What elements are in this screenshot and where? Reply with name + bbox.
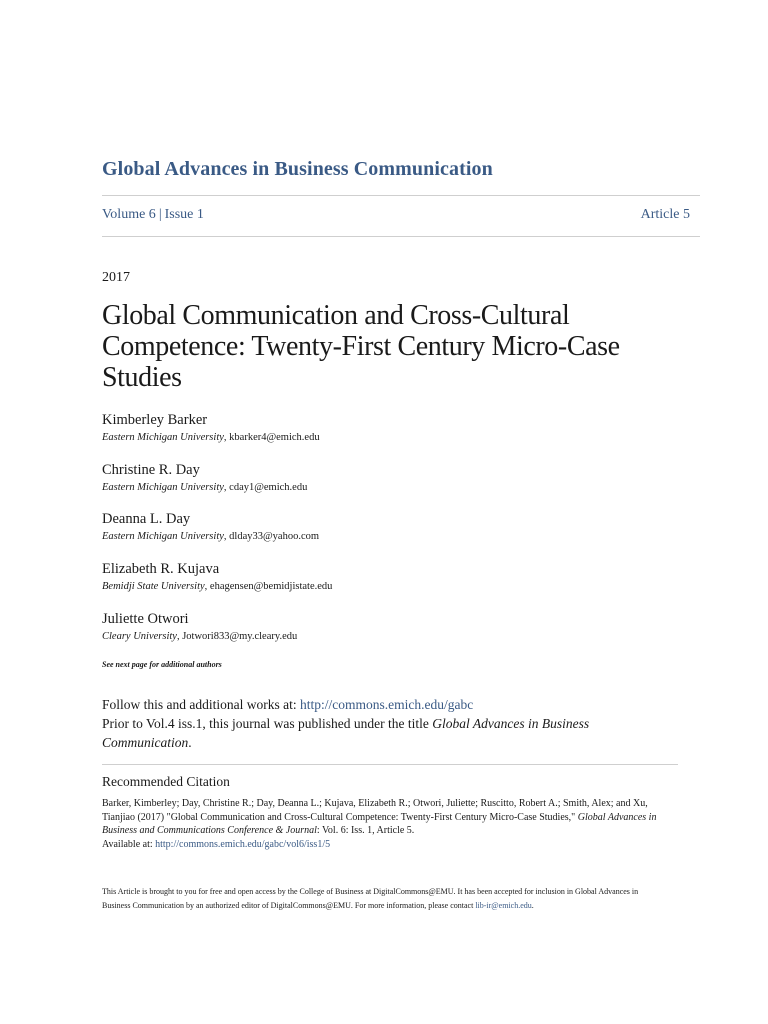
- author-email[interactable]: cday1@emich.edu: [229, 482, 308, 493]
- follow-works-block: [102, 695, 682, 752]
- author-block: [102, 510, 702, 544]
- author-name: Deanna L. Day: [102, 511, 191, 527]
- author-block: [102, 610, 702, 644]
- article-number-link[interactable]: Article 5: [640, 207, 690, 222]
- author-institution: Eastern Michigan University: [102, 531, 224, 542]
- citation-source-rest: : Vol. 6: Iss. 1, Article 5.: [316, 825, 415, 836]
- article-title: Global Communication and Cross-Cultural Competence: Twenty-First Century Micro-Case Studies: [102, 300, 620, 393]
- author-block: [102, 560, 702, 594]
- collection-link[interactable]: http://commons.emich.edu/gabc: [300, 697, 474, 712]
- issue-separator: |: [158, 207, 162, 222]
- author-institution: Cleary University: [102, 631, 177, 642]
- publication-year: 2017: [102, 270, 130, 285]
- issue-link[interactable]: Issue 1: [164, 207, 204, 222]
- author-name: Kimberley Barker: [102, 412, 208, 428]
- header-divider-bottom: [102, 236, 700, 237]
- author-institution: Eastern Michigan University: [102, 432, 224, 443]
- author-name: Christine R. Day: [102, 462, 200, 478]
- journal-title[interactable]: Global Advances in Business Communication: [102, 158, 493, 180]
- citation-available-prefix: Available at:: [102, 838, 156, 850]
- prior-journal-title: Global Advances in Business Communication: [102, 716, 590, 750]
- citation-divider: [102, 764, 678, 765]
- footer-end: .: [531, 901, 534, 910]
- contact-email-link[interactable]: lib-ir@emich.edu: [475, 901, 532, 910]
- citation-authors: Barker, Kimberley; Day, Christine R.; Day, Deanna L.; Kujava, Elizabeth R.; Otwori, Juliette; Ruscitto, Robert A.; Smith, Alex; and Xu, Tianjiao (2017) "Global Communication and Cross-Cultural Competence: Twenty-First Century Micro-Case Studies,": [102, 798, 648, 823]
- author-block: [102, 411, 702, 445]
- author-name: Elizabeth R. Kujava: [102, 561, 220, 577]
- footer-text: This Article is brought to you for free and open access by the College of Business at DigitalCommons@EMU. It has been accepted for inclusion in Global Advances in Business Communication by an authorized editor of DigitalCommons@EMU. For more information, please contact: [102, 887, 639, 910]
- access-footer-note: [102, 885, 658, 913]
- author-email[interactable]: ehagensen@bemidjistate.edu: [209, 581, 333, 592]
- citation-url-link[interactable]: http://commons.emich.edu/gabc/vol6/iss1/5: [155, 838, 331, 850]
- citation-source-title: Global Advances in Business and Communications Conference & Journal: [102, 811, 657, 836]
- author-email[interactable]: Jotwori833@my.cleary.edu: [182, 631, 298, 642]
- author-affiliation: Cleary University, Jotwori833@my.cleary.edu: [102, 631, 298, 642]
- prior-text: Prior to Vol.4 iss.1, this journal was published under the title: [102, 716, 433, 731]
- additional-authors-note: See next page for additional authors: [102, 660, 222, 669]
- author-affiliation: Bemidji State University, ehagensen@bemidjistate.edu: [102, 581, 333, 592]
- volume-issue: [102, 207, 204, 223]
- author-affiliation: Eastern Michigan University, kbarker4@emich.edu: [102, 432, 320, 443]
- prior-end: .: [188, 735, 192, 750]
- author-email[interactable]: dlday33@yahoo.com: [229, 531, 320, 542]
- follow-line: [102, 695, 682, 714]
- author-affiliation: Eastern Michigan University, cday1@emich.edu: [102, 482, 308, 493]
- prior-title-line: [102, 714, 682, 752]
- header-divider-top: [102, 195, 700, 196]
- author-institution: Bemidji State University: [102, 581, 205, 592]
- author-affiliation: Eastern Michigan University, dlday33@yahoo.com: [102, 531, 320, 542]
- author-institution: Eastern Michigan University: [102, 482, 224, 493]
- author-block: [102, 461, 702, 495]
- citation-text: [102, 797, 668, 851]
- author-name: Juliette Otwori: [102, 611, 189, 627]
- follow-prefix: Follow this and additional works at:: [102, 697, 300, 712]
- volume-link[interactable]: Volume 6: [102, 207, 156, 222]
- citation-heading: Recommended Citation: [102, 774, 230, 789]
- author-email[interactable]: kbarker4@emich.edu: [229, 432, 320, 443]
